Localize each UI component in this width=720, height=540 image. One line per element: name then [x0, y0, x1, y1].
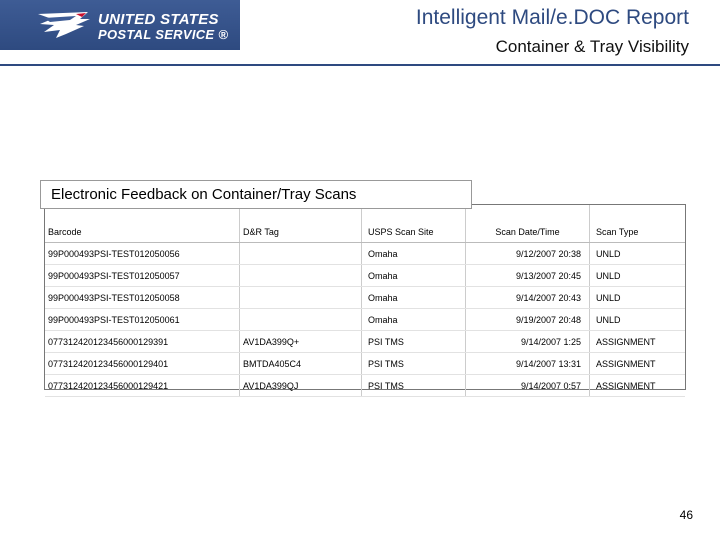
cell-barcode: 99P000493PSI-TEST012050058 [45, 287, 240, 309]
cell-barcode: 99P000493PSI-TEST012050061 [45, 309, 240, 331]
cell-scan-date: 9/14/2007 1:25 [466, 331, 590, 353]
report-title: Intelligent Mail/e.DOC Report [415, 6, 689, 29]
cell-barcode: 99P000493PSI-TEST012050056 [45, 243, 240, 265]
cell-dr-tag [240, 265, 362, 287]
header-scan-date: Scan Date/Time [466, 205, 590, 243]
cell-scan-site: Omaha [362, 265, 466, 287]
header-scan-type: Scan Type [590, 205, 686, 243]
cell-scan-date: 9/12/2007 20:38 [466, 243, 590, 265]
table-row [45, 243, 685, 265]
cell-barcode: 077312420123456000129401 [45, 353, 240, 375]
cell-barcode: 07731242012345600012939​1 [45, 331, 240, 353]
report-subtitle: Container & Tray Visibility [495, 37, 689, 56]
scan-table-container [44, 204, 686, 390]
header-divider [0, 64, 720, 66]
logo-text-line2: POSTAL SERVICE ® [98, 27, 229, 42]
cell-scan-type: ASSIGNMENT [590, 331, 686, 353]
table-row [45, 309, 685, 331]
cell-scan-site: PSI TMS [362, 375, 466, 397]
header-dr-tag: D&R Tag [240, 205, 362, 243]
cell-scan-type: ASSIGNMENT [590, 375, 686, 397]
cell-scan-type: UNLD [590, 243, 686, 265]
cell-scan-type: UNLD [590, 265, 686, 287]
header-scan-site: USPS Scan Site [362, 205, 466, 243]
scan-table [45, 205, 685, 397]
cell-scan-site: PSI TMS [362, 353, 466, 375]
cell-dr-tag [240, 243, 362, 265]
cell-scan-date: 9/14/2007 20:43 [466, 287, 590, 309]
cell-scan-date: 9/14/2007 13:31 [466, 353, 590, 375]
cell-scan-date: 9/14/2007 0:57 [466, 375, 590, 397]
table-row [45, 287, 685, 309]
cell-scan-site: Omaha [362, 243, 466, 265]
cell-scan-type: UNLD [590, 309, 686, 331]
table-row [45, 375, 685, 397]
logo-text-line1: UNITED STATES [98, 11, 219, 28]
slide-header [0, 0, 720, 66]
cell-dr-tag: AV1DA399Q+ [240, 331, 362, 353]
cell-dr-tag: AV1DA399QJ [240, 375, 362, 397]
cell-scan-type: ASSIGNMENT [590, 353, 686, 375]
header-barcode: Barcode [45, 205, 240, 243]
cell-scan-type: UNLD [590, 287, 686, 309]
cell-scan-site: Omaha [362, 309, 466, 331]
cell-scan-date: 9/13/2007 20:45 [466, 265, 590, 287]
section-title-box [40, 180, 472, 209]
table-header-row [45, 205, 685, 243]
cell-scan-date: 9/19/2007 20:48 [466, 309, 590, 331]
table-row [45, 353, 685, 375]
cell-dr-tag [240, 309, 362, 331]
cell-scan-site: PSI TMS [362, 331, 466, 353]
cell-dr-tag [240, 287, 362, 309]
eagle-logo-icon [36, 10, 92, 40]
table-row [45, 331, 685, 353]
section-title: Electronic Feedback on Container/Tray Scans [51, 186, 357, 203]
table-row [45, 265, 685, 287]
cell-barcode: 99P000493PSI-TEST012050057 [45, 265, 240, 287]
cell-barcode: 077312420123456000129421 [45, 375, 240, 397]
cell-scan-site: Omaha [362, 287, 466, 309]
usps-logo [0, 0, 240, 50]
page-number: 46 [679, 508, 693, 522]
cell-dr-tag: BMTDA405C4 [240, 353, 362, 375]
